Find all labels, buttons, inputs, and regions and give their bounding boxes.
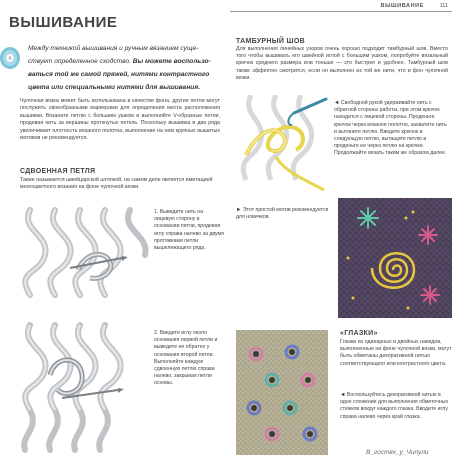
- doubled-loop-diagram-2: [10, 320, 150, 455]
- doubled-loop-diagram-1: [10, 200, 150, 320]
- embroidered-motif-image: [338, 198, 452, 318]
- thread-spool-icon: [0, 46, 22, 70]
- triangle-left-icon: ◄: [334, 100, 340, 106]
- tambour-instruction-text: Свободной рукой удерживайте нить с обратной стороны работы, при этом крючок находится с лицевой стороны. Проденьте крючок через вязаное полотно, захватите нить и вытяните петлю. Введите крючок в следующую петлю, вытащите петлю и проденьте ее через петлю на крючке. Продолжайте вязать таким же образом далее.: [334, 100, 447, 157]
- heading-tambour-stitch: ТАМБУРНЫЙ ШОВ: [236, 38, 305, 45]
- intro-bold-4: цвета или специальными нитями для вышивания.: [28, 84, 201, 91]
- intro-bold-2: Вы можете воспользо-: [132, 58, 211, 65]
- motif-caption-text: Этот простой мотив рекомендуется для новичков.: [236, 207, 329, 221]
- page-number: 111: [439, 3, 448, 9]
- tambour-instruction: [334, 100, 448, 158]
- motif-caption: [236, 207, 336, 221]
- embroidered-swatch-photo: [338, 198, 452, 318]
- heading-eyelets: «ГЛАЗКИ»: [340, 330, 378, 337]
- doubled-loop-step-1: 1. Выведите нить на лицевую сторону в основании петли, продевая иглу справа налево за двумя протяжками петли вышележащего ряда.: [154, 209, 224, 252]
- eyelets-description: Глазки из одинарных и двойных накидов, выполненные на фоне чулочной вязки, могут быть обметаны декоративной нитью соответствующего или контрастного цвета.: [340, 339, 452, 367]
- doubled-loop-step-2: 2. Введите иглу около основания первой петли и выведите ее обратно у основания второй петли. Выполняйте каждую сдвоенную петлю справа налево, закрывая петли основы.: [154, 330, 218, 387]
- tambour-stitch-diagram: [236, 95, 330, 195]
- eyelet-image: [236, 330, 328, 455]
- watermark: В_гостях_у_Чипули: [366, 449, 429, 456]
- page-header: [0, 0, 460, 12]
- triangle-right-icon: ►: [236, 207, 242, 213]
- triangle-left-icon-2: ◄: [340, 392, 346, 398]
- intro-line-2: ствует определенное сходство.: [28, 58, 133, 65]
- intro-bold-3: ваться той же самой пряжей, нитями контрастного: [28, 71, 210, 78]
- body-text-left: Чулочная вязка может быть использована в качестве фона, другие петли могут послужить своеобразными маркерами для определения места расположения вышивки. Вязаните петлю с большим ушком и выполняйте V-образные петли, продевая нить за вершины проткнутых петель. Поскольку вышивка в два ряда увеличивает плотность вязаного полотна, выполнение на нем крупных вышитых мотивов не рекомендуется.: [20, 98, 220, 142]
- doubled-loop-description: Также называется швейцарской штопкой, на самом деле является имитацией многоцветного вязания на фоне чулочной вязки.: [20, 177, 213, 191]
- eyelets-instruction-text: Воспользуйтесь декоративной нитью в одно сложение для выполнения обметочных стежков вокруг каждого глазка. Вводите иглу справа налево через край глазка.: [340, 392, 449, 420]
- header-rule: [230, 11, 452, 12]
- tambour-description: Для выполнения линейных узоров очень хорошо подходит тамбурный шов. Вместо того чтобы вышивать его швейной иглой с большим ушком, попробуйте вязальный крючок среднего размера или тоньше — это быстрее и удобнее. Тамбурный шов также эффектно смотрится, если он выполнен из той же нити, что и фон чулочной вязки.: [236, 46, 448, 81]
- eyelet-swatch-photo: [236, 330, 328, 455]
- running-head: ВЫШИВАНИЕ: [380, 3, 424, 9]
- page-title: ВЫШИВАНИЕ: [9, 14, 118, 31]
- eyelets-instruction: [340, 392, 452, 421]
- heading-doubled-loop: СДВОЕННАЯ ПЕТЛЯ: [20, 168, 96, 175]
- intro-paragraph: [28, 42, 218, 94]
- intro-line-1: Между техникой вышивания и ручным вязанием суще-: [28, 45, 199, 52]
